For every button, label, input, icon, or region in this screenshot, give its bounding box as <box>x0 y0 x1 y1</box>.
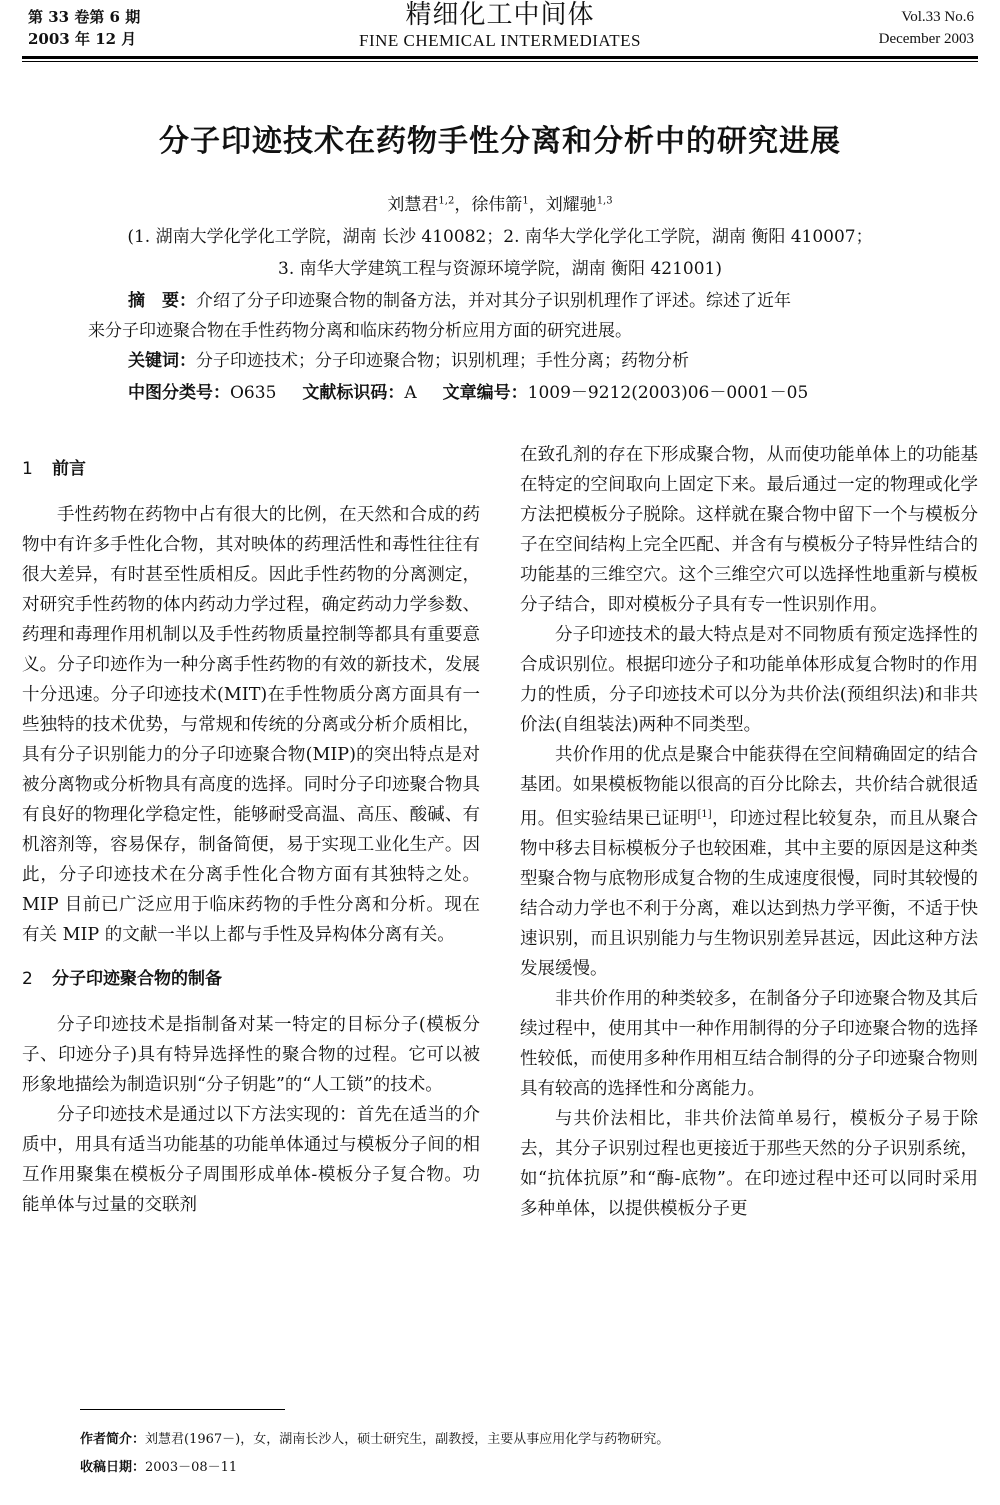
section-title: 分子印迹聚合物的制备 <box>52 969 222 989</box>
section-number: 1 <box>22 459 33 479</box>
header-volume-issue: 第 33 卷第 6 期 <box>28 8 141 26</box>
paragraph: 与共价法相比，非共价法简单易行，模板分子易于除去，其分子识别过程也更接近于那些天然的分子识别系统，如“抗体抗原”和“酶-底物”。在印迹过程中还可以同时采用多种单体，以提供模板分子更 <box>520 1108 978 1219</box>
section-number: 2 <box>22 969 33 989</box>
clc-value: O635 <box>230 383 277 403</box>
header-date: 2003 年 12 月 <box>28 30 137 48</box>
abstract-text-1: 介绍了分子印迹聚合物的制备方法，并对其分子识别机理作了评述。综述了近年 <box>196 291 791 311</box>
author-bio <box>80 1426 669 1454</box>
body-column-right <box>520 440 978 1224</box>
section-heading-1 <box>22 454 480 484</box>
footnotes <box>80 1426 669 1482</box>
paragraph: 手性药物在药物中占有很大的比例，在天然和合成的药物中有许多手性化合物，其对映体的药理活性和毒性往往有很大差异，有时甚至性质相反。因此手性药物的分离测定，对研究手性药物的体内药动力学过程，确定药动力学参数、药理和毒理作用机制以及手性药物质量控制等都具有重要意义。分子印迹作为一种分离手性药物的有效的新技术，发展十分迅速。分子印迹技术(MIT)在手性物质分离方面具有一些独特的技术优势，与常规和传统的分离或分析介质相比，具有分子识别能力的分子印迹聚合物(MIP)的突出特点是对被分离物或分析物具有高度的选择。同时分子印迹聚合物具有良好的物理化学稳定性，能够耐受高温、高压、酸碱、有机溶剂等，容易保存，制备简便，易于实现工业化生产。因此，分子印迹技术在分离手性化合物方面有其独特之处。MIP 目前已广泛应用于临床药物的手性分离和分析。现在有关 MIP 的文献一半以上都与手性及异构体分离有关。 <box>22 505 480 945</box>
journal-name-en: FINE CHEMICAL INTERMEDIATES <box>358 31 642 50</box>
author-list <box>0 190 1000 215</box>
paragraph-text: ，印迹过程比较复杂，而且从聚合物中移去目标模板分子也较困难，其中主要的原因是这种类型聚合物与底物形成复合物的生成速度很慢，同时其较慢的结合动力学也不利于分离，难以达到热力学平衡，不适于快速识别，而且识别能力与生物识别差异甚远，因此这种方法发展缓慢。 <box>520 808 978 979</box>
affiliation-line-2: 3. 南华大学建筑工程与资源环境学院，湖南 衡阳 421001) <box>278 259 722 279</box>
paragraph-continued: 在致孔剂的存在下形成聚合物，从而使功能单体上的功能基在特定的空间取向上固定下来。最后通过一定的物理或化学方法把模板分子脱除。这样就在聚合物中留下一个与模板分子在空间结构上完全匹配、并含有与模板分子特异性结合的功能基的三维空穴。这个三维空穴可以选择性地重新与模板分子结合，即对模板分子具有专一性识别作用。 <box>520 445 978 615</box>
article-number-value: 1009－9212(2003)06－0001－05 <box>527 383 809 403</box>
received-date <box>80 1454 669 1482</box>
article-number-label: 文章编号： <box>442 383 528 403</box>
journal-name-cn: 精细化工中间体 <box>405 0 595 30</box>
author-bio-text: 刘慧君(1967－)，女，湖南长沙人，硕士研究生，副教授，主要从事应用化学与药物研究。 <box>145 1432 670 1447</box>
received-date-label: 收稿日期： <box>80 1460 146 1475</box>
author-affil-sup: 1 <box>522 195 529 207</box>
author-bio-label: 作者简介： <box>80 1432 146 1447</box>
keywords-label: 关键词： <box>128 351 196 371</box>
body-column-left <box>22 440 480 1220</box>
keywords <box>128 346 689 376</box>
header-rule-thick <box>22 56 978 59</box>
author-affil-sup: 1,3 <box>596 195 613 207</box>
header-date-en: December 2003 <box>878 31 974 47</box>
clc-label: 中图分类号： <box>128 383 230 403</box>
paragraph-text: 共价作用的优点是聚合中能获得在空间精确固定的结合基团。如果模板物能以很高的百分比除去，共价结合就很适用。但实验结果已证明 <box>520 745 978 829</box>
abstract-line-1 <box>88 286 918 316</box>
abstract-label: 摘 要： <box>128 291 196 311</box>
paragraph: 非共价作用的种类较多，在制备分子印迹聚合物及其后续过程中，使用其中一种作用制得的分子印迹聚合物的选择性较低，而使用多种作用相互结合制得的分子印迹聚合物则具有较高的选择性和分离能力。 <box>520 988 978 1099</box>
article-title: 分子印迹技术在药物手性分离和分析中的研究进展 <box>159 124 841 159</box>
header-rule-thin <box>22 61 978 62</box>
header-volume-en: Vol.33 No.6 <box>901 9 974 25</box>
author-name: 刘慧君 <box>387 195 439 215</box>
paragraph: 分子印迹技术的最大特点是对不同物质有预定选择性的合成识别位。根据印迹分子和功能单体形成复合物时的作用力的性质，分子印迹技术可以分为共价法(预组织法)和非共价法(自组装法)两种不同类型。 <box>520 625 978 735</box>
abstract-text-2: 来分子印迹聚合物在手性药物分离和临床药物分析应用方面的研究进展。 <box>88 321 632 341</box>
keywords-text: 分子印迹技术；分子印迹聚合物；识别机理；手性分离；药物分析 <box>196 351 689 371</box>
received-date-value: 2003－08－11 <box>145 1460 238 1475</box>
author-separator: ， <box>528 195 546 215</box>
author-separator: ， <box>454 195 472 215</box>
classification <box>128 378 808 408</box>
section-heading-2 <box>22 964 480 994</box>
doc-code-label: 文献标识码： <box>302 383 405 403</box>
paragraph <box>520 740 978 984</box>
author-name: 刘耀驰 <box>545 195 597 215</box>
citation-ref[interactable]: [1] <box>697 809 712 820</box>
author-name: 徐伟箭 <box>471 195 523 215</box>
doc-code-value: A <box>404 383 417 403</box>
paragraph: 分子印迹技术是通过以下方法实现的：首先在适当的介质中，用具有适当功能基的功能单体通过与模板分子间的相互作用聚集在模板分子周围形成单体-模板分子复合物。功能单体与过量的交联剂 <box>22 1105 480 1215</box>
affiliation-line-1: (1. 湖南大学化学化工学院，湖南 长沙 410082；2. 南华大学化学化工学院，湖南 衡阳 410007； <box>127 227 873 247</box>
header-issue <box>28 6 140 50</box>
author-affil-sup: 1,2 <box>438 195 455 207</box>
paragraph: 分子印迹技术是指制备对某一特定的目标分子(模板分子、印迹分子)具有特异选择性的聚合物的过程。它可以被形象地描绘为制造识别“分子钥匙”的“人工锁”的技术。 <box>22 1015 480 1095</box>
footnote-rule <box>80 1409 285 1410</box>
header-issue-en <box>879 6 974 50</box>
abstract <box>88 286 918 346</box>
journal-name <box>300 0 700 52</box>
section-title: 前言 <box>52 459 86 479</box>
